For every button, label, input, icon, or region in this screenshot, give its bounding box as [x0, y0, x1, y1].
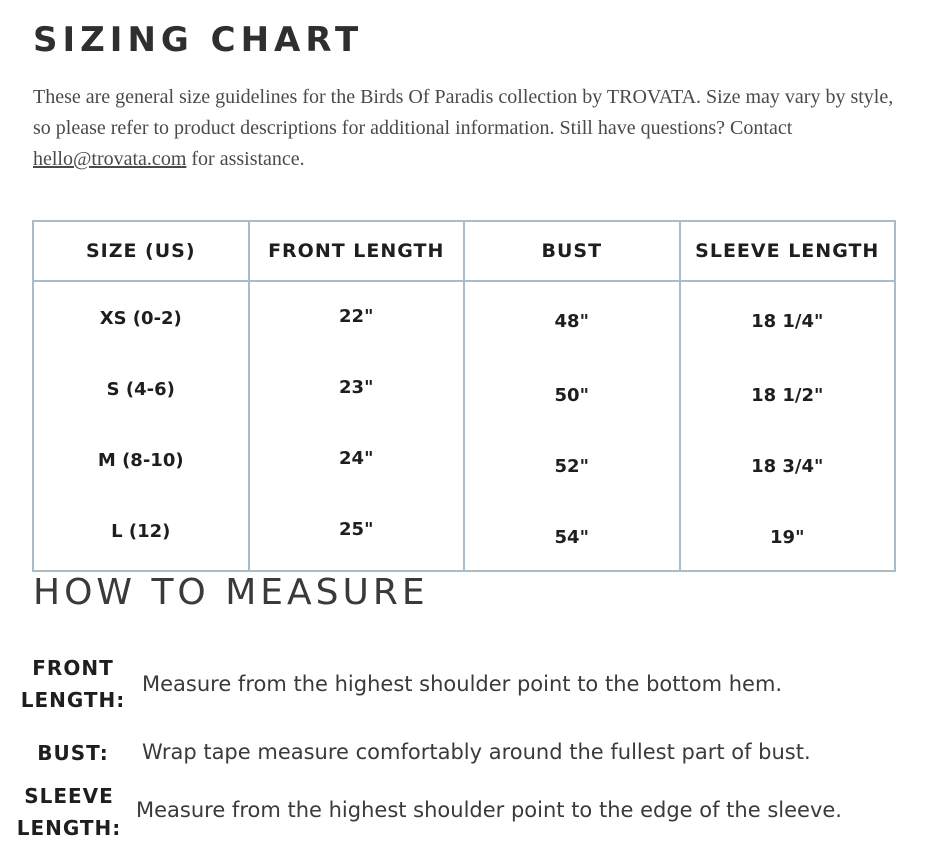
measure-label-line2: LENGTH:: [20, 688, 126, 712]
cell-front-length: 25": [249, 499, 465, 571]
header-bust: BUST: [464, 221, 680, 281]
cell-front-length: 22": [249, 281, 465, 357]
cell-sleeve-length: 18 1/2": [680, 357, 896, 428]
how-to-measure-title: HOW TO MEASURE: [33, 572, 429, 613]
table-row: [33, 281, 895, 357]
cell-sleeve-length: 19": [680, 499, 896, 571]
table-row: [33, 499, 895, 571]
cell-size: L (12): [33, 499, 249, 571]
measure-label: [14, 737, 132, 769]
cell-size: XS (0-2): [33, 281, 249, 357]
intro-text: These are general size guidelines for the Birds Of Paradis collection by TROVATA. Size may vary by style, so please refer to product descriptions for additional information. Still have questions? Contact: [33, 86, 894, 139]
intro-paragraph: [33, 82, 913, 175]
contact-email-link[interactable]: hello@trovata.com: [33, 148, 187, 170]
measure-label-line1: FRONT: [32, 656, 114, 680]
measure-label-line1: BUST:: [37, 741, 109, 765]
cell-bust: 52": [464, 428, 680, 499]
cell-sleeve-length: 18 3/4": [680, 428, 896, 499]
header-size: SIZE (US): [33, 221, 249, 281]
measure-description: Measure from the highest shoulder point to the edge of the sleeve.: [136, 798, 842, 822]
cell-size: S (4-6): [33, 357, 249, 428]
sizing-table: [32, 220, 896, 572]
measure-item-bust: [0, 737, 946, 773]
measure-label-line2: LENGTH:: [16, 816, 122, 840]
header-sleeve-length: SLEEVE LENGTH: [680, 221, 896, 281]
table-header-row: [33, 221, 895, 281]
cell-front-length: 23": [249, 357, 465, 428]
measure-item-sleeve-length: [0, 780, 946, 850]
cell-front-length: 24": [249, 428, 465, 499]
page-title: SIZING CHART: [33, 20, 364, 60]
measure-item-front-length: [0, 652, 946, 722]
measure-description: Measure from the highest shoulder point to the bottom hem.: [142, 672, 783, 696]
cell-bust: 50": [464, 357, 680, 428]
measure-label-line1: SLEEVE: [24, 784, 114, 808]
intro-suffix: for assistance.: [191, 148, 305, 170]
measure-description: Wrap tape measure comfortably around the fullest part of bust.: [142, 740, 811, 764]
header-front-length: FRONT LENGTH: [249, 221, 465, 281]
cell-size: M (8-10): [33, 428, 249, 499]
cell-sleeve-length: 18 1/4": [680, 281, 896, 357]
measure-label: [10, 780, 128, 844]
measure-label: [14, 652, 132, 716]
table-row: [33, 357, 895, 428]
table-row: [33, 428, 895, 499]
cell-bust: 54": [464, 499, 680, 571]
cell-bust: 48": [464, 281, 680, 357]
